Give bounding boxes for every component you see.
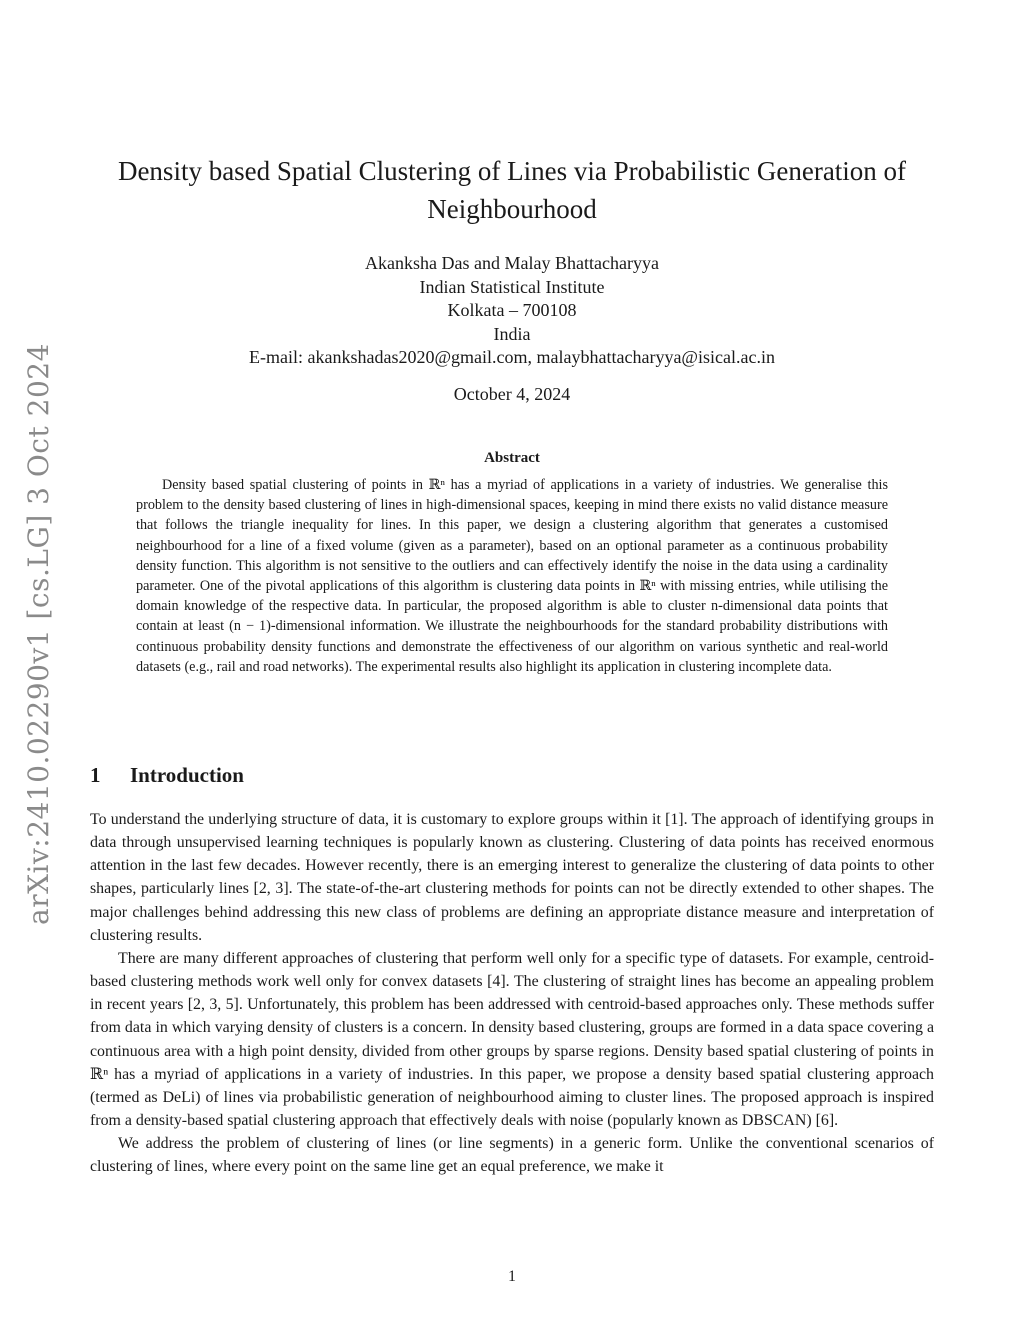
paper-title: Density based Spatial Clustering of Lines via Probabilistic Generation of Neighbourhood (117, 156, 907, 224)
abstract-heading: Abstract (484, 450, 540, 466)
paragraph: To understand the underlying structure of data, it is customary to explore groups within it [1]. The approach of identifying groups in data through unsupervised learning techniques is popularly known as clustering. Clustering of data points has received enormous attention in the last few decades. However recently, there is an emerging interest to generalize the clustering of data points to other shapes, particularly lines [2, 3]. The state-of-the-art clustering methods for points can not be directly extended to other shapes. The major challenges behind addressing this new class of problems are defining an appropriate distance measure and interpretation of clustering results. (90, 811, 934, 944)
paragraph: There are many different approaches of clustering that perform well only for a specific type of datasets. For example, centroid-based clustering methods work well only for convex datasets [4]. The clustering of straight lines has become an appealing problem in recent years [2, 3, 5]. Unfortunately, this problem has been addressed with centroid-based approaches only. These methods suffer from data in which varying density of clusters is a concern. In density based clustering, groups are formed in a data space covering a continuous area with a high point density, divided from other groups by sparse regions. Density based spatial clustering of points in ℝⁿ has a myriad of applications in a variety of industries. In this paper, we propose a density based spatial clustering approach (termed as DeLi) of lines via probabilistic generation of neighbourhood aiming to cluster lines. The proposed approach is inspired from a density-based spatial clustering approach that effectively deals with noise (popularly known as DBSCAN) [6]. (90, 949, 934, 1130)
section-heading-introduction (90, 763, 244, 788)
author-institution: Indian Statistical Institute (419, 276, 605, 297)
abstract-text: Density based spatial clustering of points in ℝⁿ has a myriad of applications in a variety of industries. We generalise this problem to the density based clustering of lines in high-dimensional spaces, keeping in mind there exists no valid distance measure that follows the triangle inequality for lines. In this paper, we design a clustering algorithm that generates a customised neighbourhood for a line of a fixed volume (given as a parameter), based on an optional parameter as a continuous probability density function. This algorithm is not sensitive to the outliers and can effectively identify the noise in the data using a cardinality parameter. One of the pivotal applications of this algorithm is clustering data points in ℝⁿ with missing entries, while utilising the domain knowledge of the respective data. In particular, the proposed algorithm is able to cluster n-dimensional data points that contain at least (n − 1)-dimensional information. We illustrate the neighbourhoods for the standard probability distributions with continuous probability density functions and demonstrate the effectiveness of our algorithm on various synthetic and real-world datasets (e.g., rail and road networks). The experimental results also highlight its application in clustering incomplete data. (136, 477, 888, 675)
section-number: 1 (90, 763, 101, 787)
paragraph: We address the problem of clustering of lines (or line segments) in a generic form. Unlike the conventional scenarios of clustering of lines, where every point on the same line get an equal preference, we make it (90, 1135, 934, 1176)
author-email: E-mail: akankshadas2020@gmail.com, malaybhattacharyya@isical.ac.in (249, 347, 775, 367)
author-city: Kolkata – 700108 (447, 300, 577, 320)
author-block (112, 252, 912, 370)
author-country: India (493, 323, 531, 344)
paper-date: October 4, 2024 (453, 384, 571, 404)
page-number: 1 (508, 1268, 516, 1285)
arxiv-identifier-stamp: arXiv:2410.02290v1 [cs.LG] 3 Oct 2024 (22, 343, 55, 925)
section-title: Introduction (130, 763, 244, 787)
introduction-body (90, 808, 934, 1179)
author-names: Akanksha Das and Malay Bhattacharyya (365, 253, 659, 273)
